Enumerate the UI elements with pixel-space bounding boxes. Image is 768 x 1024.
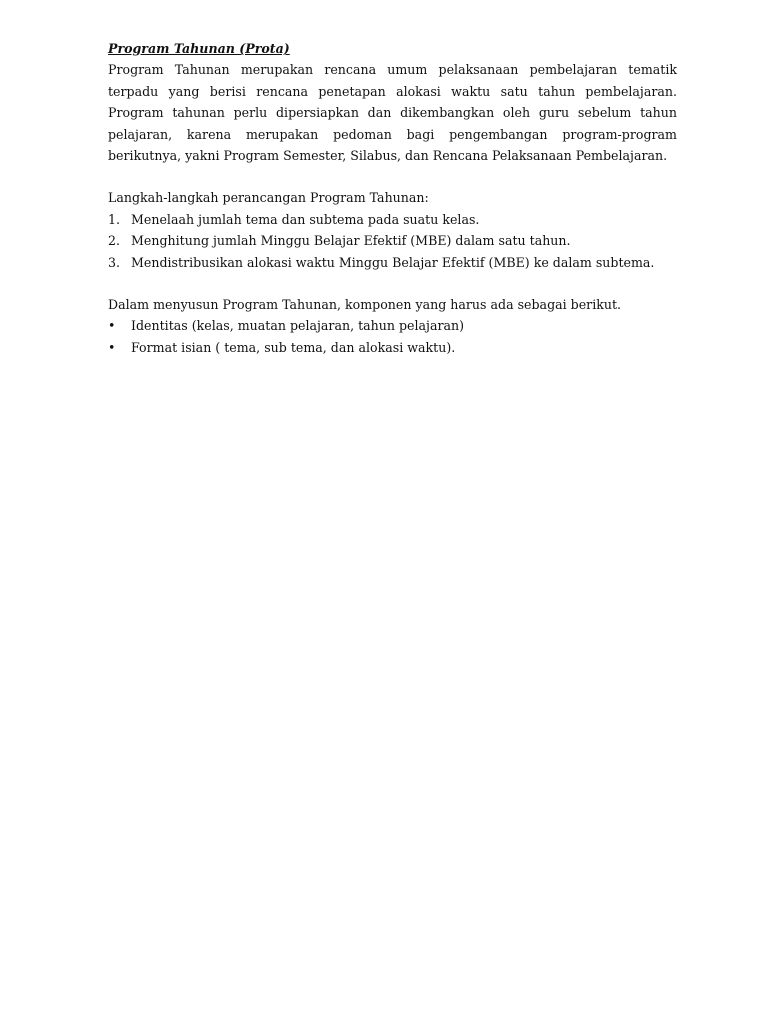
components-intro: Dalam menyusun Program Tahunan, komponen yang harus ada sebagai berikut. xyxy=(108,297,622,313)
bullet-icon: • xyxy=(108,318,116,334)
list-item xyxy=(108,209,677,230)
list-item-text: Identitas (kelas, muatan pelajaran, tahun pelajaran) xyxy=(131,318,465,334)
list-item xyxy=(108,315,677,336)
list-number: 1. xyxy=(108,211,121,227)
list-item-text: Mendistribusikan alokasi waktu Minggu Belajar Efektif (MBE) ke dalam subtema. xyxy=(131,254,655,270)
document-page xyxy=(108,38,677,358)
spacer xyxy=(108,166,677,187)
bullet-icon: • xyxy=(108,339,116,355)
steps-intro: Langkah-langkah perancangan Program Tahunan: xyxy=(108,190,429,206)
list-item-text: Menghitung jumlah Minggu Belajar Efektif (MBE) dalam satu tahun. xyxy=(131,233,571,249)
list-number: 2. xyxy=(108,233,121,249)
spacer xyxy=(108,273,677,294)
steps-list xyxy=(108,209,677,273)
components-list xyxy=(108,315,677,358)
section-heading: Program Tahunan (Prota) xyxy=(108,41,290,56)
list-item-text: Menelaah jumlah tema dan subtema pada suatu kelas. xyxy=(131,211,480,227)
intro-paragraph: Program Tahunan merupakan rencana umum pelaksanaan pembelajaran tematik terpadu yang berisi rencana penetapan alokasi waktu satu tahun pembelajaran. Program tahunan perlu dipersiapkan dan dikembangkan oleh guru sebelum tahun pelajaran, karena merupakan pedoman bagi pengembangan program-program berikutnya, yakni Program Semester, Silabus, dan Rencana Pelaksanaan Pembelajaran. xyxy=(108,62,677,164)
list-item xyxy=(108,252,677,273)
list-item xyxy=(108,230,677,251)
list-item-text: Format isian ( tema, sub tema, dan alokasi waktu). xyxy=(131,339,456,355)
list-number: 3. xyxy=(108,254,121,270)
list-item xyxy=(108,337,677,358)
